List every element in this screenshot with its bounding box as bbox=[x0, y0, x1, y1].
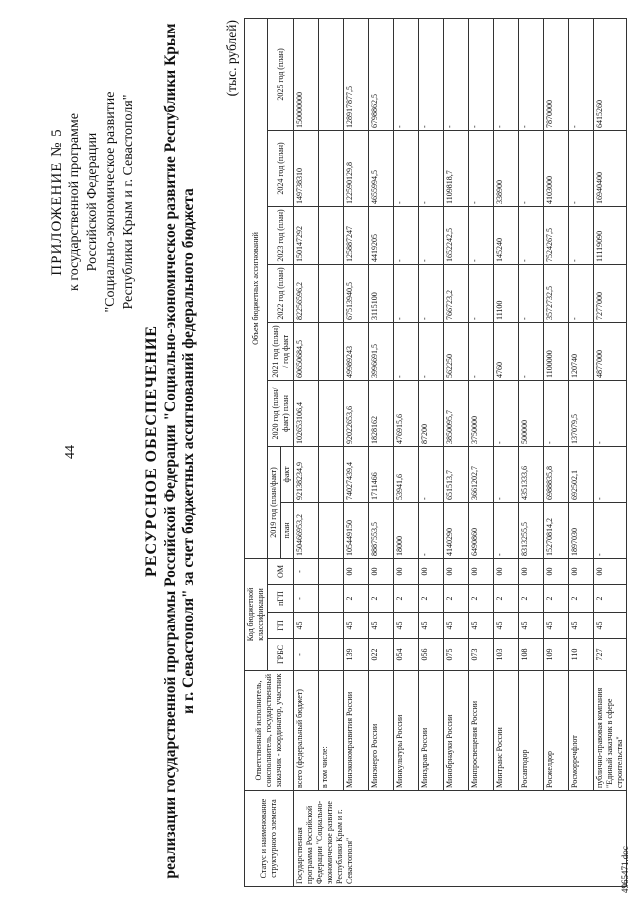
gp-cell: 45 bbox=[394, 613, 419, 639]
p2019-cell: 1897030 bbox=[569, 502, 594, 558]
table-row bbox=[294, 18, 319, 886]
p2019-cell: 150466953,2 bbox=[294, 502, 319, 558]
table-row bbox=[594, 18, 627, 886]
v2025-cell: - bbox=[494, 18, 519, 130]
grbs-cell: 103 bbox=[494, 639, 519, 671]
v2025-cell: 7870000 bbox=[544, 18, 569, 130]
v2024-cell bbox=[319, 130, 344, 206]
responsible-cell: Минэнерго России bbox=[369, 671, 394, 791]
grbs-cell: 073 bbox=[469, 639, 494, 671]
gp-cell: 45 bbox=[294, 613, 319, 639]
pgp-cell: 2 bbox=[469, 585, 494, 613]
v2025-cell: - bbox=[419, 18, 444, 130]
table-row bbox=[344, 18, 369, 886]
grbs-cell: - bbox=[294, 639, 319, 671]
pgp-cell: - bbox=[294, 585, 319, 613]
v2025-cell: - bbox=[394, 18, 419, 130]
v2020-cell: 3750000 bbox=[469, 380, 494, 446]
table-row bbox=[419, 18, 444, 886]
v2024-cell: 1109818,7 bbox=[444, 130, 469, 206]
om-cell: 00 bbox=[544, 558, 569, 584]
gp-cell: 45 bbox=[369, 613, 394, 639]
pgp-cell: 2 bbox=[494, 585, 519, 613]
responsible-cell: Росжелдор bbox=[544, 671, 569, 791]
responsible-cell: Минэкономразвития России bbox=[344, 671, 369, 791]
v2021-cell: - bbox=[469, 322, 494, 380]
grbs-cell: 727 bbox=[594, 639, 627, 671]
v2024-cell: - bbox=[569, 130, 594, 206]
v2020-cell bbox=[319, 380, 344, 446]
v2021-cell: 4877000 bbox=[594, 322, 627, 380]
file-code: 4965471.doc bbox=[620, 846, 630, 893]
v2021-cell: 49989243 bbox=[344, 322, 369, 380]
responsible-cell: Минтранс России bbox=[494, 671, 519, 791]
header-pgp: пГП bbox=[268, 585, 294, 613]
responsible-cell: Минздрав России bbox=[419, 671, 444, 791]
v2022-cell: - bbox=[394, 264, 419, 322]
f2019-cell: - bbox=[419, 446, 444, 502]
v2022-cell: - bbox=[469, 264, 494, 322]
om-cell: 00 bbox=[519, 558, 544, 584]
v2021-cell: 1100000 bbox=[544, 322, 569, 380]
f2019-cell: 4351333,6 bbox=[519, 446, 544, 502]
gp-cell: 45 bbox=[569, 613, 594, 639]
v2024-cell: - bbox=[419, 130, 444, 206]
v2025-cell bbox=[319, 18, 344, 130]
v2024-cell: 122590129,8 bbox=[344, 130, 369, 206]
f2019-cell: 74027439,4 bbox=[344, 446, 369, 502]
responsible-cell: Росавтодор bbox=[519, 671, 544, 791]
v2023-cell: - bbox=[519, 206, 544, 264]
title-line: и г. Севастополя" за счет бюджетных ассигнований федерального бюджета bbox=[180, 188, 197, 714]
v2022-cell: 82256596,2 bbox=[294, 264, 319, 322]
header-2020: 2020 год (план/факт) план bbox=[268, 380, 294, 446]
table-row bbox=[469, 18, 494, 886]
responsible-cell: Минобрнауки России bbox=[444, 671, 469, 791]
gp-cell: 45 bbox=[544, 613, 569, 639]
v2025-cell: - bbox=[519, 18, 544, 130]
gp-cell: 45 bbox=[444, 613, 469, 639]
om-cell: 00 bbox=[344, 558, 369, 584]
v2021-cell: 120740 bbox=[569, 322, 594, 380]
v2025-cell: 128917877,5 bbox=[344, 18, 369, 130]
page-number: 44 bbox=[63, 445, 78, 459]
v2023-cell: - bbox=[569, 206, 594, 264]
header-2023: 2023 год (план) bbox=[268, 206, 294, 264]
v2025-cell: 6415260 bbox=[594, 18, 627, 130]
grbs-cell bbox=[319, 639, 344, 671]
pgp-cell: 2 bbox=[394, 585, 419, 613]
p2019-cell: 8887553,5 bbox=[369, 502, 394, 558]
v2020-cell: 1828162 bbox=[369, 380, 394, 446]
v2023-cell: 125887247 bbox=[344, 206, 369, 264]
v2020-cell: - bbox=[494, 380, 519, 446]
grbs-cell: 022 bbox=[369, 639, 394, 671]
grbs-cell: 110 bbox=[569, 639, 594, 671]
om-cell: 00 bbox=[569, 558, 594, 584]
appendix-line: "Социально-экономическое развитие bbox=[103, 91, 118, 313]
v2023-cell bbox=[319, 206, 344, 264]
gp-cell bbox=[319, 613, 344, 639]
v2025-cell: - bbox=[444, 18, 469, 130]
responsible-cell: публично-правовая компания "Единый заказчик в сфере строительства" bbox=[594, 671, 627, 791]
p2019-cell: - bbox=[594, 502, 627, 558]
v2021-cell: 4760 bbox=[494, 322, 519, 380]
pgp-cell: 2 bbox=[344, 585, 369, 613]
pgp-cell: 2 bbox=[419, 585, 444, 613]
f2019-cell bbox=[319, 446, 344, 502]
v2022-cell: - bbox=[519, 264, 544, 322]
v2021-cell: 60650684,5 bbox=[294, 322, 319, 380]
gp-cell: 45 bbox=[419, 613, 444, 639]
header-2022: 2022 год (план) bbox=[268, 264, 294, 322]
v2024-cell: 149738310 bbox=[294, 130, 319, 206]
f2019-cell: 692502,1 bbox=[569, 446, 594, 502]
f2019-cell: - bbox=[594, 446, 627, 502]
appendix-line: Республики Крым и г. Севастополя" bbox=[121, 94, 136, 310]
gp-cell: 45 bbox=[469, 613, 494, 639]
om-cell: 00 bbox=[394, 558, 419, 584]
appendix-header bbox=[48, 19, 138, 385]
table-row bbox=[519, 18, 544, 886]
v2024-cell: 16940400 bbox=[594, 130, 627, 206]
v2020-cell: 3850095,7 bbox=[444, 380, 469, 446]
om-cell: 00 bbox=[369, 558, 394, 584]
v2020-cell: 137079,5 bbox=[569, 380, 594, 446]
appendix-line: Российской Федерации bbox=[85, 132, 100, 272]
f2019-cell: 6988835,8 bbox=[544, 446, 569, 502]
v2020-cell: 102653106,4 bbox=[294, 380, 319, 446]
table-row bbox=[494, 18, 519, 886]
responsible-cell: всего (федеральный бюджет) bbox=[294, 671, 319, 791]
grbs-cell: 056 bbox=[419, 639, 444, 671]
table-row bbox=[544, 18, 569, 886]
p2019-cell bbox=[319, 502, 344, 558]
v2021-cell: - bbox=[419, 322, 444, 380]
document-title bbox=[143, 17, 199, 885]
pgp-cell: 2 bbox=[369, 585, 394, 613]
grbs-cell: 108 bbox=[519, 639, 544, 671]
v2023-cell: 11119090 bbox=[594, 206, 627, 264]
v2022-cell: - bbox=[569, 264, 594, 322]
v2021-cell: 562250 bbox=[444, 322, 469, 380]
unit-label: (тыс. рублей) bbox=[224, 20, 239, 97]
f2019-cell: 1711466 bbox=[369, 446, 394, 502]
om-cell: - bbox=[294, 558, 319, 584]
p2019-cell: - bbox=[419, 502, 444, 558]
pgp-cell: 2 bbox=[519, 585, 544, 613]
program-status-cell: Государственная программа Российской Федерации "Социально-экономическое развитие Республики Крым и г. Севастополя" bbox=[294, 791, 627, 887]
v2022-cell: 11100 bbox=[494, 264, 519, 322]
grbs-cell: 139 bbox=[344, 639, 369, 671]
v2023-cell: 1652242,5 bbox=[444, 206, 469, 264]
grbs-cell: 109 bbox=[544, 639, 569, 671]
om-cell: 00 bbox=[494, 558, 519, 584]
table-row bbox=[319, 18, 344, 886]
v2020-cell: 87200 bbox=[419, 380, 444, 446]
header-budget-code: Код бюджетной классификации bbox=[245, 558, 268, 670]
responsible-cell: Росморречфлот bbox=[569, 671, 594, 791]
om-cell: 00 bbox=[469, 558, 494, 584]
v2023-cell: - bbox=[469, 206, 494, 264]
v2023-cell: 4419205 bbox=[369, 206, 394, 264]
om-cell: 00 bbox=[419, 558, 444, 584]
header-2021: 2021 год (план) / год факт bbox=[268, 322, 294, 380]
f2019-cell: 92138234,9 bbox=[294, 446, 319, 502]
om-cell: 00 bbox=[594, 558, 627, 584]
v2023-cell: 145240 bbox=[494, 206, 519, 264]
v2020-cell: - bbox=[594, 380, 627, 446]
gp-cell: 45 bbox=[594, 613, 627, 639]
p2019-cell: - bbox=[494, 502, 519, 558]
table-row bbox=[394, 18, 419, 886]
header-2019-fact: факт bbox=[281, 446, 294, 502]
table-body bbox=[294, 18, 627, 886]
v2020-cell: - bbox=[544, 380, 569, 446]
v2024-cell: 4103000 bbox=[544, 130, 569, 206]
header-gp: ГП bbox=[268, 613, 294, 639]
pgp-cell: 2 bbox=[594, 585, 627, 613]
gp-cell: 45 bbox=[344, 613, 369, 639]
f2019-cell: 3661202,7 bbox=[469, 446, 494, 502]
v2020-cell: 92022653,6 bbox=[344, 380, 369, 446]
header-2025: 2025 год (план) bbox=[268, 18, 294, 130]
pgp-cell: 2 bbox=[444, 585, 469, 613]
v2021-cell: 3996691,5 bbox=[369, 322, 394, 380]
v2025-cell: - bbox=[469, 18, 494, 130]
v2024-cell: - bbox=[519, 130, 544, 206]
header-volume: Объем бюджетных ассигнований bbox=[245, 18, 268, 558]
v2021-cell bbox=[319, 322, 344, 380]
v2025-cell: 6798862,5 bbox=[369, 18, 394, 130]
title-line: реализации государственной программы Российской Федерации "Социально-экономическое развитие Республики Крым bbox=[161, 23, 179, 879]
responsible-cell: Минкультуры России bbox=[394, 671, 419, 791]
pgp-cell bbox=[319, 585, 344, 613]
gp-cell: 45 bbox=[519, 613, 544, 639]
gp-cell: 45 bbox=[494, 613, 519, 639]
p2019-cell: 15270814,2 bbox=[544, 502, 569, 558]
p2019-cell: 8313255,5 bbox=[519, 502, 544, 558]
v2022-cell: 3572732,5 bbox=[544, 264, 569, 322]
table-row bbox=[369, 18, 394, 886]
om-cell bbox=[319, 558, 344, 584]
v2021-cell: - bbox=[519, 322, 544, 380]
v2020-cell: 500000 bbox=[519, 380, 544, 446]
responsible-cell: Минпросвещения России bbox=[469, 671, 494, 791]
v2024-cell: 338900 bbox=[494, 130, 519, 206]
appendix-line: к государственной программе bbox=[67, 113, 82, 291]
appendix-line: ПРИЛОЖЕНИЕ № 5 bbox=[49, 128, 65, 276]
v2023-cell: 7524267,5 bbox=[544, 206, 569, 264]
v2025-cell: 150000000 bbox=[294, 18, 319, 130]
header-2019-plan: план bbox=[281, 502, 294, 558]
v2025-cell: - bbox=[569, 18, 594, 130]
table-row bbox=[444, 18, 469, 886]
header-grbs: ГРБС bbox=[268, 639, 294, 671]
v2022-cell: 3115100 bbox=[369, 264, 394, 322]
v2021-cell: - bbox=[394, 322, 419, 380]
p2019-cell: 4140290 bbox=[444, 502, 469, 558]
header-2024: 2024 год (план) bbox=[268, 130, 294, 206]
v2022-cell bbox=[319, 264, 344, 322]
pgp-cell: 2 bbox=[544, 585, 569, 613]
v2022-cell: - bbox=[419, 264, 444, 322]
v2024-cell: - bbox=[469, 130, 494, 206]
title-line: РЕСУРСНОЕ ОБЕСПЕЧЕНИЕ bbox=[143, 325, 160, 577]
header-responsible: Ответственный исполнитель, соисполнитель, государственный заказчик - координатор, участник bbox=[245, 671, 294, 791]
f2019-cell: - bbox=[494, 446, 519, 502]
grbs-cell: 054 bbox=[394, 639, 419, 671]
resource-table bbox=[244, 18, 627, 887]
om-cell: 00 bbox=[444, 558, 469, 584]
v2023-cell: - bbox=[419, 206, 444, 264]
v2020-cell: 476915,6 bbox=[394, 380, 419, 446]
v2024-cell: - bbox=[394, 130, 419, 206]
v2022-cell: 67513940,5 bbox=[344, 264, 369, 322]
v2022-cell: 766723,2 bbox=[444, 264, 469, 322]
v2023-cell: - bbox=[394, 206, 419, 264]
p2019-cell: 105449150 bbox=[344, 502, 369, 558]
responsible-cell: в том числе: bbox=[319, 671, 344, 791]
v2022-cell: 7277000 bbox=[594, 264, 627, 322]
p2019-cell: 18000 bbox=[394, 502, 419, 558]
table-row bbox=[569, 18, 594, 886]
f2019-cell: 53941,6 bbox=[394, 446, 419, 502]
grbs-cell: 075 bbox=[444, 639, 469, 671]
header-status: Статус и наименование структурного элемента bbox=[245, 791, 294, 887]
pgp-cell: 2 bbox=[569, 585, 594, 613]
v2023-cell: 150147292 bbox=[294, 206, 319, 264]
p2019-cell: 6490860 bbox=[469, 502, 494, 558]
v2024-cell: 4655994,5 bbox=[369, 130, 394, 206]
f2019-cell: 651513,7 bbox=[444, 446, 469, 502]
header-om: ОМ bbox=[268, 558, 294, 584]
header-2019: 2019 год (план/факт) bbox=[268, 446, 281, 558]
